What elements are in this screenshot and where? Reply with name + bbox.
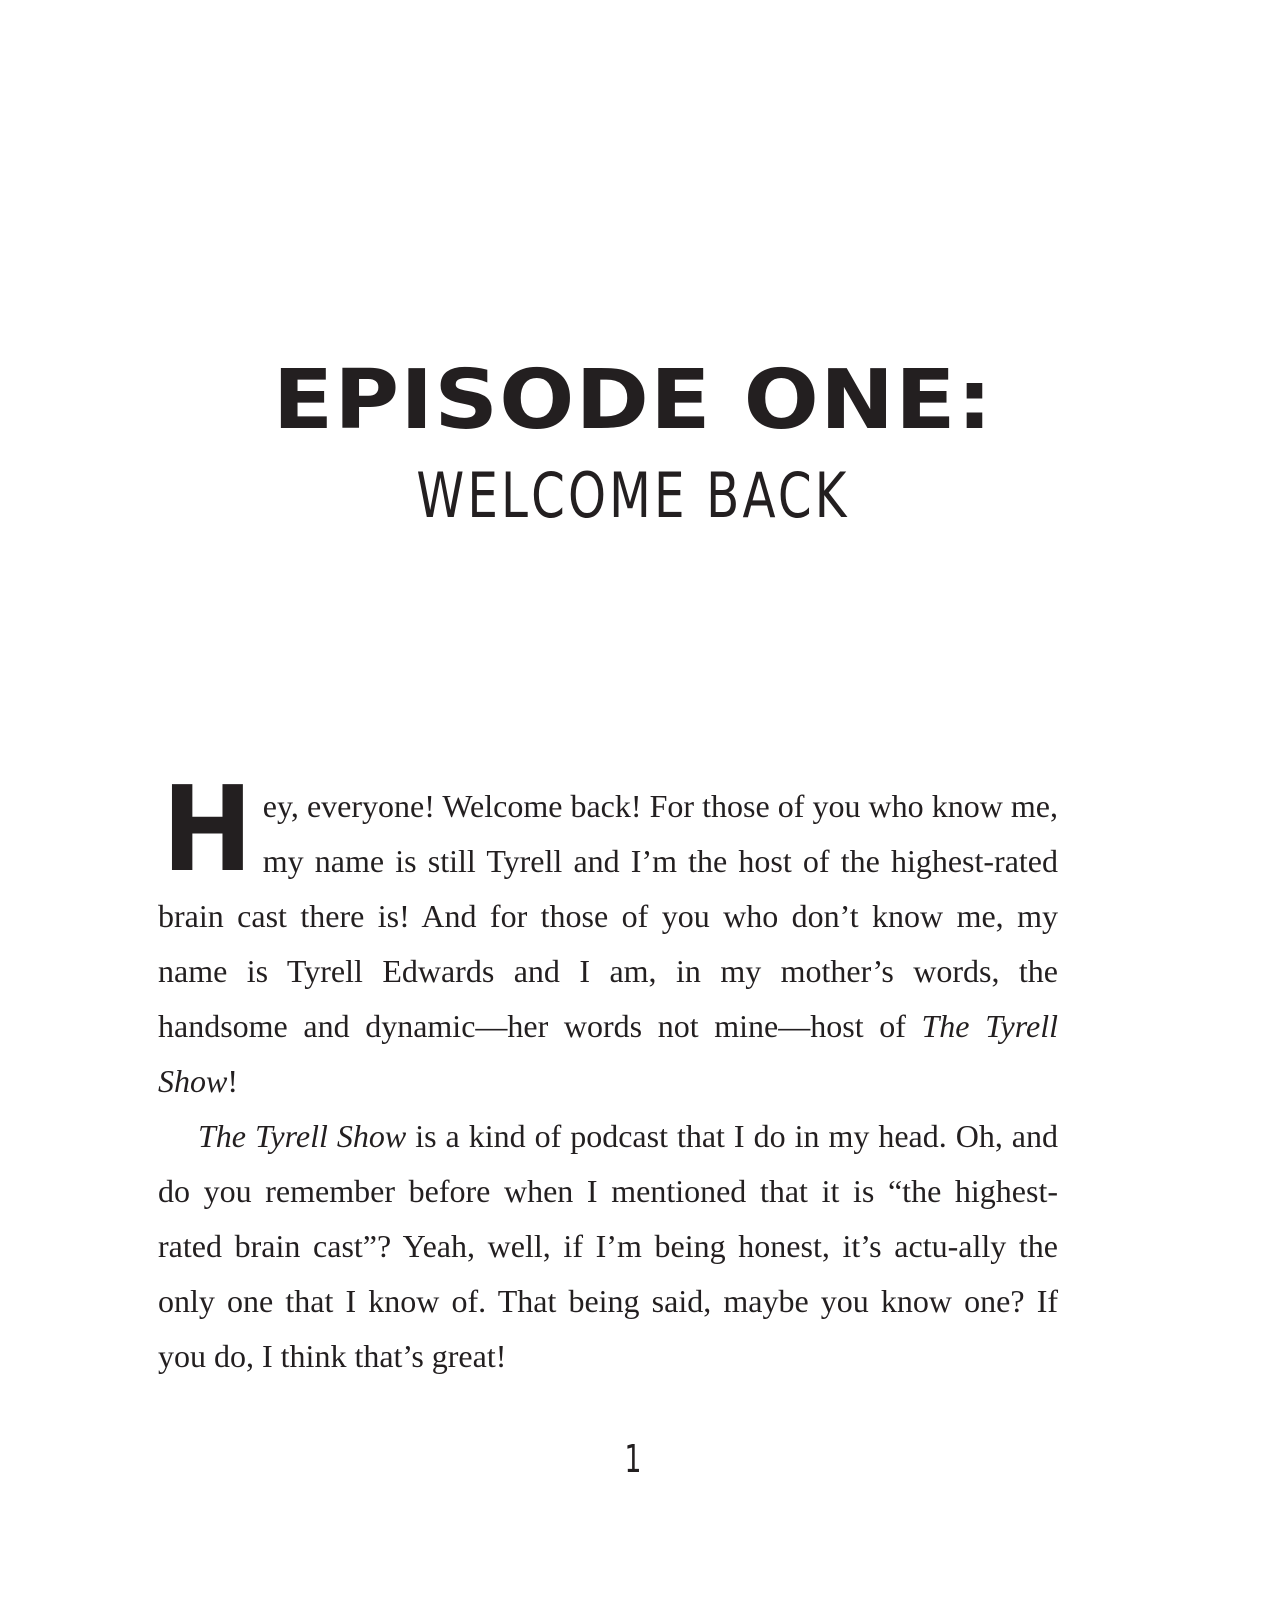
show-title-italic: The Tyrell Show [198, 1118, 407, 1154]
chapter-heading [0, 355, 1266, 531]
paragraph-1-text: ey, everyone! Welcome back! For those of you who know me, my name is still Tyrell and I’m the host of the highest-rated brain cast there is! And for those of you who don’t know me, my name is Tyrell Edwards and I am, in my mother’s words, the handsome and dynamic—her words not mine—host of [158, 788, 1058, 1044]
paragraph-2 [158, 1109, 1058, 1384]
show-title-italic: The Tyrell Show [158, 1008, 1059, 1099]
chapter-number: EPISODE ONE: [272, 353, 994, 448]
drop-cap: H [161, 760, 253, 898]
body-text [158, 760, 1059, 1384]
chapter-title: WELCOME BACK [416, 459, 850, 532]
page-number: 1 [624, 1437, 642, 1481]
paragraph-1-end: ! [227, 1063, 238, 1099]
paragraph-1 [158, 760, 1059, 1109]
paragraph-2-text: is a kind of podcast that I do in my head. Oh, and do you remember before when I mentioned that it is “the highest-rated brain cast”? Yeah, well, if I’m being honest, it’s actu-ally the only one that I know of. That being said, maybe you know one? If you do, I think that’s great! [158, 1118, 1059, 1374]
